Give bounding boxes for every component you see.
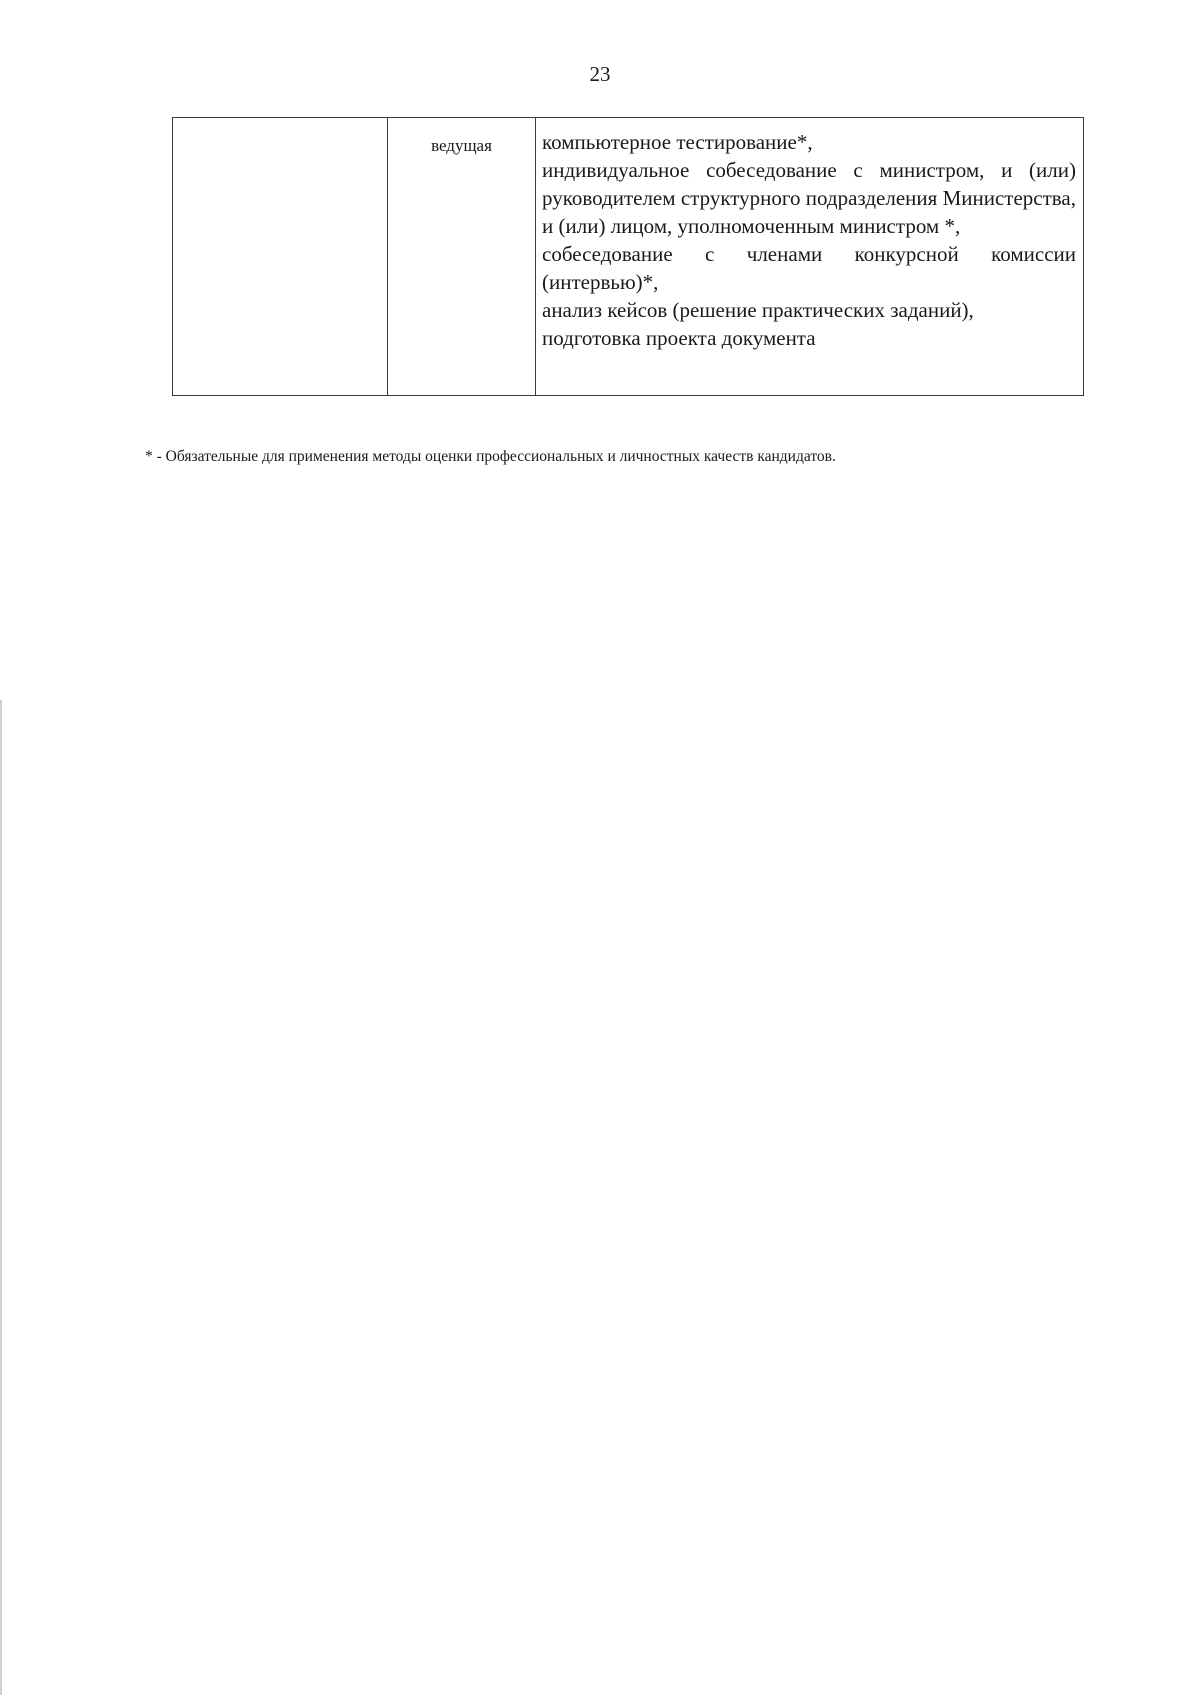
evaluation-methods-cell xyxy=(536,118,1084,396)
scan-edge-line xyxy=(0,700,2,1695)
method-item: анализ кейсов (решение практических заданий), xyxy=(542,298,974,322)
method-item: индивидуальное собеседование с министром, и (или) руководителем структурного подразделения Министерства, и (или) лицом, уполномоченным министром *, xyxy=(542,158,1076,238)
position-group-cell xyxy=(173,118,388,396)
evaluation-methods-table xyxy=(172,117,1084,396)
footnote: * - Обязательные для применения методы оценки профессиональных и личностных качеств кандидатов. xyxy=(145,448,836,465)
position-level-cell: ведущая xyxy=(388,118,536,396)
method-item: компьютерное тестирование*, xyxy=(542,130,813,154)
page-number: 23 xyxy=(589,62,611,86)
table-row xyxy=(173,118,1084,396)
method-item: подготовка проекта документа xyxy=(542,326,816,350)
method-item: собеседование с членами конкурсной комиссии (интервью)*, xyxy=(542,242,1076,294)
